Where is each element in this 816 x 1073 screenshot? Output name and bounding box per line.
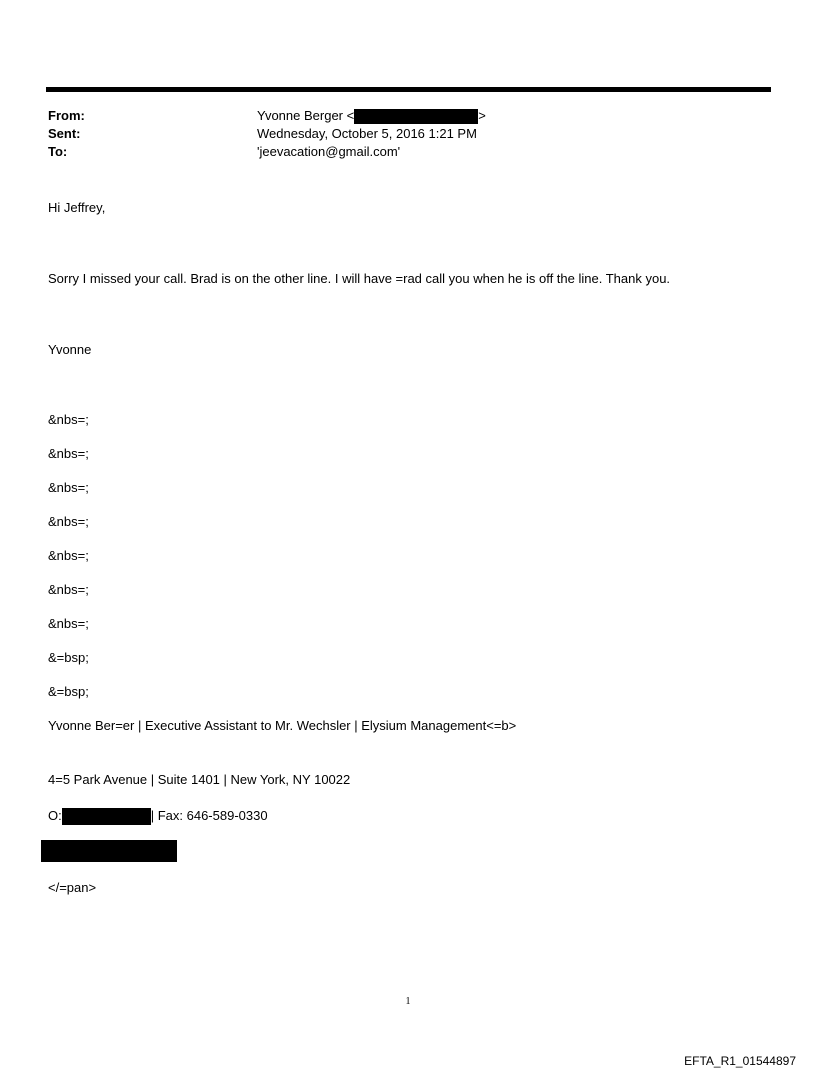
from-label: From: <box>48 108 85 123</box>
fax-text: | Fax: 646-589-0330 <box>150 808 268 823</box>
greeting: Hi Jeffrey, <box>48 200 106 215</box>
signoff: Yvonne <box>48 342 92 357</box>
page-number: 1 <box>405 996 411 1007</box>
sent-value: Wednesday, October 5, 2016 1:21 PM <box>257 126 477 141</box>
from-close: > <box>478 108 486 123</box>
redacted-email <box>354 109 478 124</box>
signature-phone-line <box>48 808 268 825</box>
nbsp-line: &=bsp; <box>48 684 89 699</box>
message: Sorry I missed your call. Brad is on the other line. I will have =rad call you when he is off the line. Thank you. <box>48 271 671 286</box>
redacted-block <box>41 840 177 862</box>
nbsp-line: &nbs=; <box>48 446 89 461</box>
to-label: To: <box>48 144 68 159</box>
signature-line-2: 4=5 Park Avenue | Suite 1401 | New York, NY 10022 <box>48 772 351 787</box>
sent-label: Sent: <box>48 126 81 141</box>
document-id: EFTA_R1_01544897 <box>684 1054 796 1068</box>
office-label: O: <box>48 808 62 823</box>
redacted-phone <box>62 808 151 825</box>
nbsp-line: &nbs=; <box>48 548 89 563</box>
nbsp-line: &nbs=; <box>48 412 89 427</box>
nbsp-line: &nbs=; <box>48 582 89 597</box>
nbsp-line: &=bsp; <box>48 650 89 665</box>
nbsp-line: &nbs=; <box>48 480 89 495</box>
nbsp-line: &nbs=; <box>48 616 89 631</box>
signature-line-1: Yvonne Ber=er | Executive Assistant to Mr. Wechsler | Elysium Management<=b> <box>48 718 517 733</box>
header-rule <box>46 87 771 92</box>
nbsp-line: &nbs=; <box>48 514 89 529</box>
to-value: 'jeevacation@gmail.com' <box>257 144 401 159</box>
span-close-line: </=pan> <box>48 880 97 895</box>
from-name: Yvonne Berger < <box>257 108 355 123</box>
from-value <box>257 108 486 124</box>
